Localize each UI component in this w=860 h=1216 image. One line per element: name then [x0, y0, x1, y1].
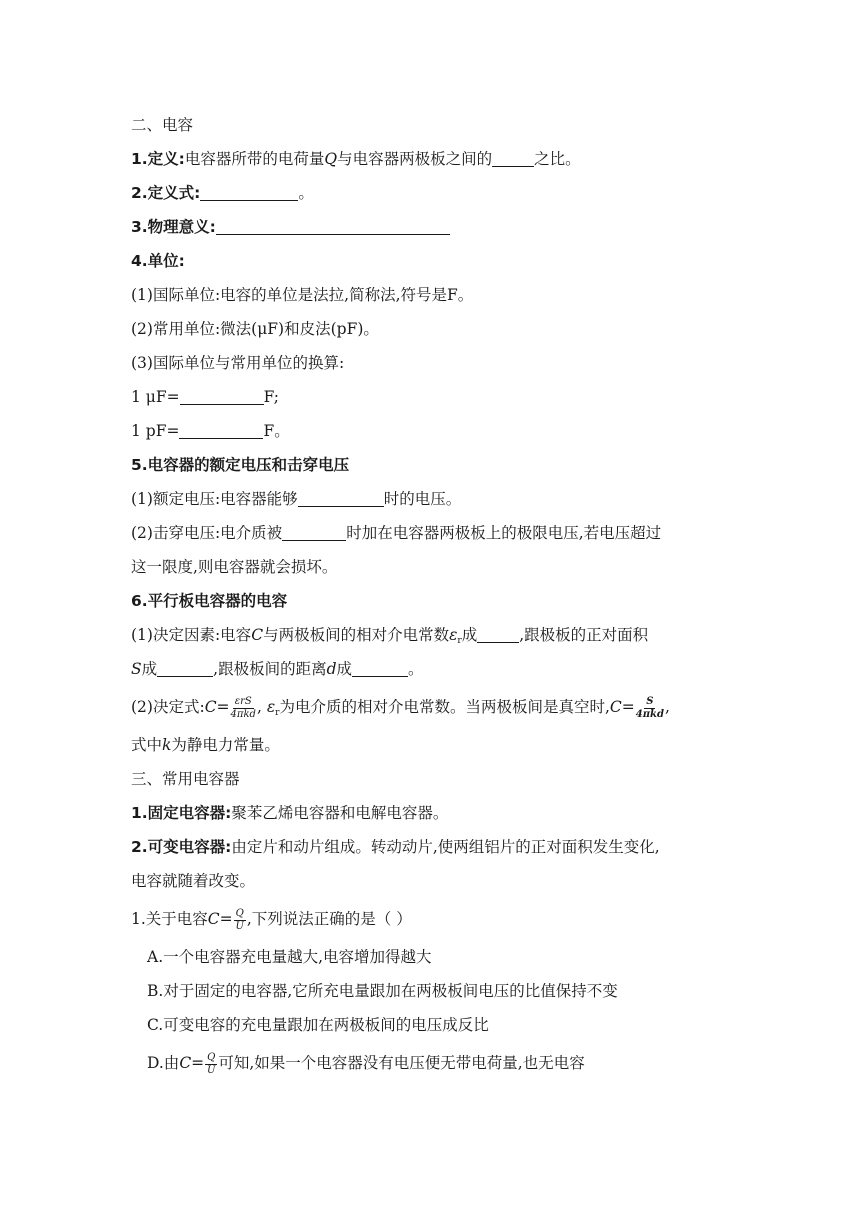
unit-si-text: (1)国际单位:电容的单位是法拉,简称法,符号是F。	[131, 286, 474, 304]
definition-line	[131, 142, 751, 176]
var-epsilon-sub: r	[275, 708, 280, 718]
uf-text: 1 μF=	[131, 388, 180, 406]
frac-denominator: 4πkd	[635, 708, 664, 720]
decision-text: 为电介质的相对介电常数。当两极板间是真空时,	[279, 698, 610, 716]
unit-si	[131, 278, 751, 312]
var-epsilon: ε	[449, 626, 458, 644]
fill-blank[interactable]	[282, 522, 346, 541]
breakdown-voltage-line	[131, 516, 751, 550]
factor-text: 成	[141, 660, 158, 678]
fraction-q-over-u	[234, 909, 246, 932]
frac-denominator: U	[235, 920, 244, 932]
fill-blank[interactable]	[352, 658, 408, 677]
meaning-label: 3.物理意义:	[131, 218, 216, 236]
fill-blank[interactable]	[477, 624, 519, 643]
question-text: 1.关于电容	[131, 910, 208, 928]
var-d: d	[326, 660, 337, 678]
rated-voltage-line	[131, 482, 751, 516]
factor-text: 与两极板间的相对介电常数	[263, 626, 450, 644]
heading-text: 二、电容	[131, 116, 194, 134]
pf-text: F。	[263, 422, 290, 440]
rated-text: (1)额定电压:电容器能够	[131, 490, 298, 508]
fill-blank[interactable]	[157, 658, 213, 677]
variable-label: 2.可变电容器:	[131, 838, 232, 856]
meaning-line	[131, 210, 751, 244]
factor-text: 成	[461, 626, 478, 644]
section-heading-common-capacitors	[131, 762, 751, 796]
decision-text: ,	[664, 698, 670, 716]
unit-common-text: (2)常用单位:微法(μF)和皮法(pF)。	[131, 320, 379, 338]
pf-text: 1 pF=	[131, 422, 180, 440]
variable-capacitor-line-2	[131, 864, 751, 898]
frac-numerator: εrS	[234, 695, 252, 707]
option-b[interactable]	[131, 974, 751, 1008]
fixed-capacitor-line	[131, 796, 751, 830]
formula-line	[131, 176, 751, 210]
constant-line	[131, 728, 751, 762]
unit-common	[131, 312, 751, 346]
breakdown-text: (2)击穿电压:电介质被	[131, 524, 283, 542]
fill-blank[interactable]	[298, 488, 384, 507]
question-text: ,下列说法正确的是（ ）	[246, 910, 412, 928]
unit-conversion	[131, 346, 751, 380]
definition-text: 之比。	[534, 150, 581, 168]
section-heading-capacitance	[131, 108, 751, 142]
fill-blank[interactable]	[200, 182, 298, 201]
formula-c-eq: C=	[207, 910, 233, 928]
unit-uf	[131, 380, 751, 414]
option-d-text: D.由	[147, 1054, 180, 1072]
document-page	[131, 108, 751, 1084]
variable-capacitor-line	[131, 830, 751, 864]
formula-end: 。	[298, 184, 314, 202]
rated-text: 时的电压。	[383, 490, 462, 508]
factor-text: (1)决定因素:电容	[131, 626, 252, 644]
option-c-text: C.可变电容的充电量跟加在两极板间的电压成反比	[147, 1016, 489, 1034]
breakdown-text: 时加在电容器两极板上的极限电压,若电压超过	[346, 524, 662, 542]
frac-numerator: S	[646, 695, 654, 707]
factor-text: 成	[336, 660, 353, 678]
frac-denominator: U	[207, 1064, 216, 1076]
unit-pf	[131, 414, 751, 448]
factor-text: 。	[408, 660, 424, 678]
fill-blank[interactable]	[216, 216, 450, 235]
decision-text: (2)决定式:	[131, 698, 205, 716]
breakdown-voltage-line-2	[131, 550, 751, 584]
variable-text: 由定片和动片组成。转动动片,使两组铝片的正对面积发生变化,	[231, 838, 660, 856]
factor-text: ,跟极板的正对面积	[519, 626, 649, 644]
fill-blank[interactable]	[179, 420, 263, 439]
factor-text: ,跟极板间的距离	[213, 660, 327, 678]
var-epsilon: ε	[266, 698, 276, 716]
formula-c-eq: C=	[204, 698, 230, 716]
uf-text: F;	[263, 388, 280, 406]
constant-text: 为静电力常量。	[171, 736, 280, 754]
var-epsilon-sub: r	[457, 636, 462, 646]
option-b-text: B.对于固定的电容器,它所充电量跟加在两极板间电压的比值保持不变	[147, 982, 618, 1000]
var-c: C	[251, 626, 264, 644]
decision-formula-line	[131, 686, 751, 728]
var-k: k	[162, 736, 172, 754]
frac-numerator: Q	[207, 1051, 216, 1063]
frac-denominator: 4πkd	[230, 708, 256, 720]
formula-c-eq: C=	[179, 1054, 205, 1072]
fraction-s-over-4pikd	[636, 697, 664, 720]
constant-text: 式中	[131, 736, 163, 754]
unit-label: 4.单位:	[131, 252, 185, 270]
definition-text: 与电容器两极板之间的	[337, 150, 493, 168]
decision-text: ,	[256, 698, 262, 716]
var-s: S	[131, 660, 142, 678]
question-stem	[131, 898, 751, 940]
fixed-text: 聚苯乙烯电容器和电解电容器。	[231, 804, 449, 822]
rated-label: 5.电容器的额定电压和击穿电压	[131, 456, 350, 474]
var-q: Q	[324, 150, 338, 168]
factor-line-2	[131, 652, 751, 686]
unit-heading	[131, 244, 751, 278]
frac-numerator: Q	[235, 907, 244, 919]
fill-blank[interactable]	[180, 386, 264, 405]
unit-conv-text: (3)国际单位与常用单位的换算:	[131, 354, 345, 372]
heading-text: 三、常用电容器	[131, 770, 240, 788]
formula-label: 2.定义式:	[131, 184, 201, 202]
fixed-label: 1.固定电容器:	[131, 804, 232, 822]
formula-c-eq: C=	[609, 698, 635, 716]
parallel-heading	[131, 584, 751, 618]
variable-text: 电容就随着改变。	[131, 872, 256, 890]
option-a[interactable]	[131, 940, 751, 974]
fill-blank[interactable]	[492, 148, 534, 167]
option-a-text: A.一个电容器充电量越大,电容增加得越大	[147, 948, 432, 966]
factor-line	[131, 618, 751, 652]
option-d[interactable]	[131, 1042, 751, 1084]
rated-heading	[131, 448, 751, 482]
option-d-text: 可知,如果一个电容器没有电压便无带电荷量,也无电容	[218, 1054, 585, 1072]
definition-text: 电容器所带的电荷量	[184, 150, 325, 168]
fraction-eps-s-over-4pikd	[231, 697, 256, 720]
option-c[interactable]	[131, 1008, 751, 1042]
definition-label: 1.定义:	[131, 150, 185, 168]
fraction-q-over-u	[205, 1053, 217, 1076]
breakdown-text: 这一限度,则电容器就会损坏。	[131, 558, 338, 576]
parallel-label: 6.平行板电容器的电容	[131, 592, 288, 610]
